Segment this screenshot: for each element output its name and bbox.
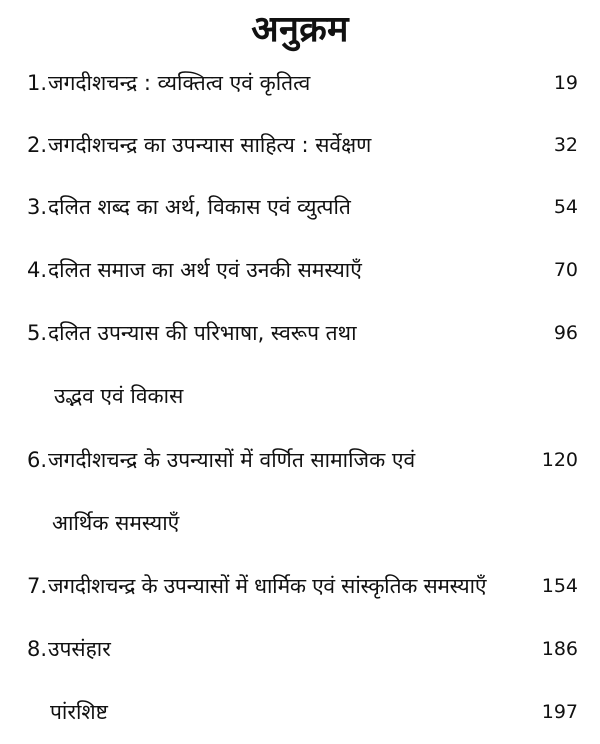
toc-entry-title: दलित उपन्यास की परिभाषा, स्वरूप तथा xyxy=(48,321,357,345)
toc-entry-5-continuation: उद्भव एवं विकास xyxy=(54,384,184,408)
toc-entry-number: 8. xyxy=(27,637,48,661)
toc-entry-page: 154 xyxy=(541,575,578,597)
toc-entry-title: पांरशिष्ट xyxy=(50,700,108,724)
toc-entry-title: जगदीशचन्द्र के उपन्यासों में वर्णित सामाजिक एवं xyxy=(48,448,416,472)
toc-entry-number: 6. xyxy=(27,448,48,472)
toc-entry-number: 4. xyxy=(27,258,48,282)
toc-entry-5 xyxy=(0,318,600,352)
toc-entry-number: 7. xyxy=(27,574,48,598)
toc-entry-page: 96 xyxy=(553,322,578,344)
toc-entry-number: 1. xyxy=(27,71,48,95)
toc-entry-page: 54 xyxy=(553,196,578,218)
toc-entry-number: 2. xyxy=(27,133,48,157)
toc-entry-title: जगदीशचन्द्र के उपन्यासों में धार्मिक एवं सांस्कृतिक समस्याएँ xyxy=(48,574,487,598)
toc-entry-page: 197 xyxy=(541,701,578,723)
toc-entry-title: दलित शब्द का अर्थ, विकास एवं व्युत्पति xyxy=(48,195,351,219)
toc-entry-8 xyxy=(0,634,600,668)
toc-entry-page: 70 xyxy=(553,259,578,281)
toc-entry-page: 32 xyxy=(553,134,578,156)
toc-entry-page: 120 xyxy=(541,449,578,471)
toc-entry-title: दलित समाज का अर्थ एवं उनकी समस्याएँ xyxy=(48,258,362,282)
page-title: अनुक्रम xyxy=(251,9,349,50)
toc-entry-number: 3. xyxy=(27,195,48,219)
toc-entry-4 xyxy=(0,255,600,289)
toc-entry-title: जगदीशचन्द्र का उपन्यास साहित्य : सर्वेक्षण xyxy=(48,133,372,157)
toc-entry-title: जगदीशचन्द्र : व्यक्तित्व एवं कृतित्व xyxy=(48,71,311,95)
toc-entry-title: उपसंहार xyxy=(48,637,111,661)
toc-entry-1 xyxy=(0,68,600,102)
toc-entry-appendix xyxy=(0,697,600,731)
toc-entry-2 xyxy=(0,130,600,164)
toc-entry-7 xyxy=(0,571,600,605)
toc-entry-6-continuation: आर्थिक समस्याएँ xyxy=(52,511,180,535)
toc-entry-6 xyxy=(0,445,600,479)
toc-entry-3 xyxy=(0,192,600,226)
toc-entry-page: 19 xyxy=(553,72,578,94)
toc-entry-number: 5. xyxy=(27,321,48,345)
toc-entry-page: 186 xyxy=(541,638,578,660)
